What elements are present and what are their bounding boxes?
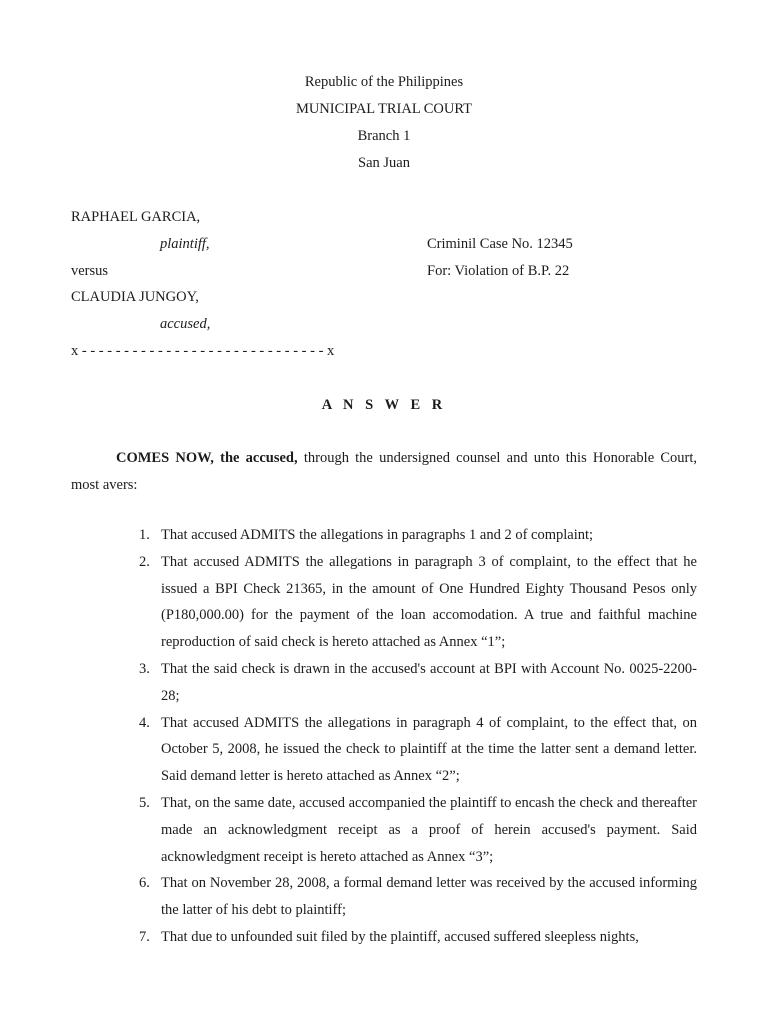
list-item-text: That accused ADMITS the allegations in paragraph 3 of complaint, to the effect that he issued a BPI Check 21365, in the amount of One Hundred Eighty Thousand Pesos only (P180,000.00) for the payment of the loan accomodation. A true and faithful machine reproduction of said check is hereto attached as Annex “1”; [161, 553, 697, 651]
list-item [0, 710, 697, 790]
list-item-text: That accused ADMITS the allegations in paragraph 4 of complaint, to the effect that, on October 5, 2008, he issued the check to plaintiff at the time the latter sent a demand letter. Said demand letter is hereto attached as Annex “2”; [161, 714, 697, 785]
accused-name: CLAUDIA JUNGOY, [71, 289, 199, 305]
list-item [0, 549, 697, 656]
case-number: Criminil Case No. 12345 [427, 236, 573, 252]
intro-text: through the undersigned counsel and unto this Honorable Court, most avers: [71, 450, 697, 493]
accused-role: accused, [160, 316, 211, 332]
document-title: A N S W E R [321, 397, 447, 413]
list-item-text: That on November 28, 2008, a formal demand letter was received by the accused informing the latter of his debt to plaintiff; [161, 875, 697, 919]
plaintiff-name: RAPHAEL GARCIA, [71, 209, 201, 225]
list-item-number: 6. [139, 875, 150, 892]
plaintiff-role: plaintiff, [160, 236, 210, 252]
violation-label: For: Violation of B.P. 22 [427, 263, 570, 279]
header-republic: Republic of the Philippines [304, 74, 464, 90]
list-item [0, 790, 697, 870]
header-court: MUNICIPAL TRIAL COURT [295, 101, 473, 117]
list-item-number: 3. [139, 660, 150, 677]
intro-paragraph [71, 445, 697, 499]
intro-bold: COMES NOW, the accused, [116, 450, 298, 466]
list-item-text: That accused ADMITS the allegations in paragraphs 1 and 2 of complaint; [161, 527, 594, 543]
header-branch: Branch 1 [357, 128, 411, 144]
list-item-text: That due to unfounded suit filed by the plaintiff, accused suffered sleepless nights, [161, 928, 639, 945]
list-item [0, 656, 697, 710]
list-item-number: 5. [139, 794, 150, 811]
list-item [0, 870, 697, 924]
header-city: San Juan [358, 155, 410, 171]
list-item-text: That, on the same date, accused accompanied the plaintiff to encash the check and thereafter made an acknowledgment receipt as a proof of herein accused's payment. Said acknowledgment receipt is hereto attached as Annex “3”; [161, 794, 697, 865]
list-item-number: 7. [139, 928, 150, 945]
versus-label: versus [71, 263, 109, 279]
list-item-number: 1. [139, 527, 150, 543]
list-item [0, 522, 697, 549]
list-item-number: 2. [139, 553, 150, 570]
allegations-list [0, 522, 768, 951]
list-item-number: 4. [139, 714, 150, 731]
list-item-text: That the said check is drawn in the accused's account at BPI with Account No. 0025-2200-28; [161, 660, 697, 704]
caption-separator: x - - - - - - - - - - - - - - - - - - - - - - - - - - - - - x [71, 343, 335, 359]
list-item [0, 924, 697, 951]
